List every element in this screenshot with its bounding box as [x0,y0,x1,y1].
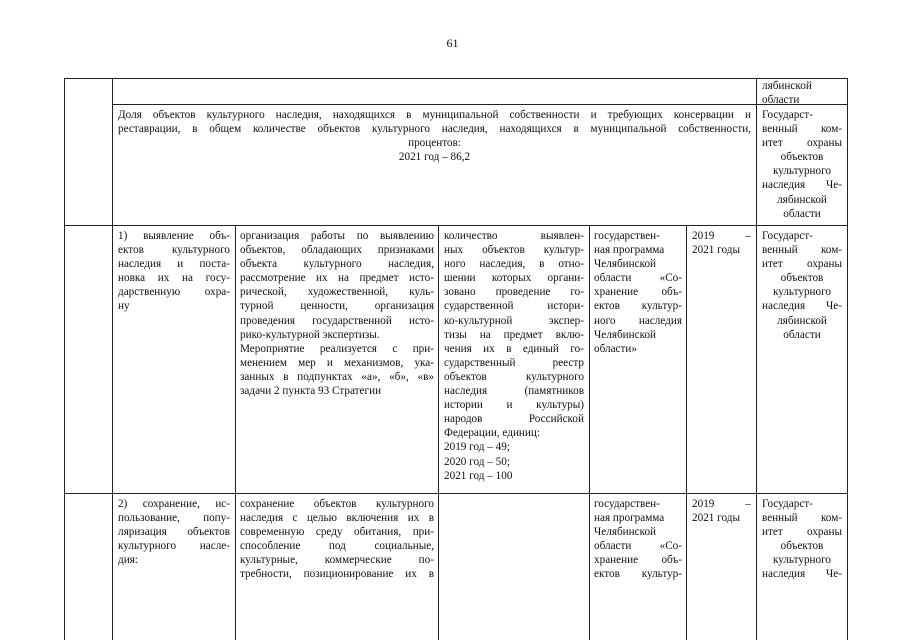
row2-executor-cell: Государст- венный ком- итет охраны объектов культурного наследия Че- [762,498,842,581]
col-divider [756,78,757,640]
row2-measures-cell: сохранение объектов культурного наследия с целью включения их в современную среду обитания, при- способление под социальные, культурные, коммерческие по- требности, позиционирование их в [240,498,434,581]
row1-program-cell: государствен- ная программа Челябинской области «Со- хранение объ- ектов культур- ного наследия Челябинской области» [594,230,682,355]
row1-measures-cell: организация работы по выявлению объектов, обладающих признаками объекта культурного наследия, рассмотрение их на предмет исто- рической, художественной, куль- турной ценности, организация проведения государственной исто- рико-культурной экспертизы. Мероприятие реализуется с при- менением мер и механизмов, ука- занных в подпунктах «а», «б», «в» задачи 2 пункта 93 Стратегии [240,230,434,398]
page-number: 61 [446,36,459,50]
row2-years-cell: 2019 – 2021 годы [692,498,751,525]
row1-executor-cell: Государст- венный ком- итет охраны объектов культурного наследия Че- лябинской области [762,230,842,341]
row1-indicator-cell: количество выявлен- ных объектов культур- ного наследия, в отно- шении которых органи- зовано проведение го- сударственной истори- ко-культурной экспер- тизы на предмет вклю- чения их в единый го- сударственный реестр объектов культурного наследия (памятников истории и культуры) народов Российской Федерации, единиц: 2019 год – 49; 2020 год – 50; 2021 год – 100 [444,230,584,482]
table-border-left [64,78,65,640]
row2-program-cell: государствен- ная программа Челябинской области «Со- хранение объ- ектов культур- [594,498,682,581]
header-executor-cell: лябинской области [762,80,812,107]
table-border-right [847,78,848,640]
row1-years-cell: 2019 – 2021 годы [692,230,751,257]
row1-task-cell: 1) выявление объ- ектов культурного наследия и поста- новка их на госу- дарственную охра- ну [118,230,230,313]
col-divider [235,225,236,640]
col-divider [589,225,590,640]
col-divider [438,225,439,640]
indicator-executor-cell: Государст- венный ком- итет охраны объектов культурного наследия Че- лябинской области [762,109,842,220]
row-divider [64,225,848,226]
row-divider [64,493,848,494]
col-divider [686,225,687,640]
row2-task-cell: 2) сохранение, ис- пользование, попу- ляризация объектов культурного насле- дия: [118,498,230,567]
indicator-text: Доля объектов культурного наследия, находящихся в муниципальной собственности и требующих консервации и реставрации, в общем количестве объектов культурного наследия, находящихся в муниципальной собственности, процентов: 2021 год – 86,2 [118,109,751,164]
table-border-top [64,78,848,79]
header-divider [112,104,848,105]
col-divider [112,78,113,640]
